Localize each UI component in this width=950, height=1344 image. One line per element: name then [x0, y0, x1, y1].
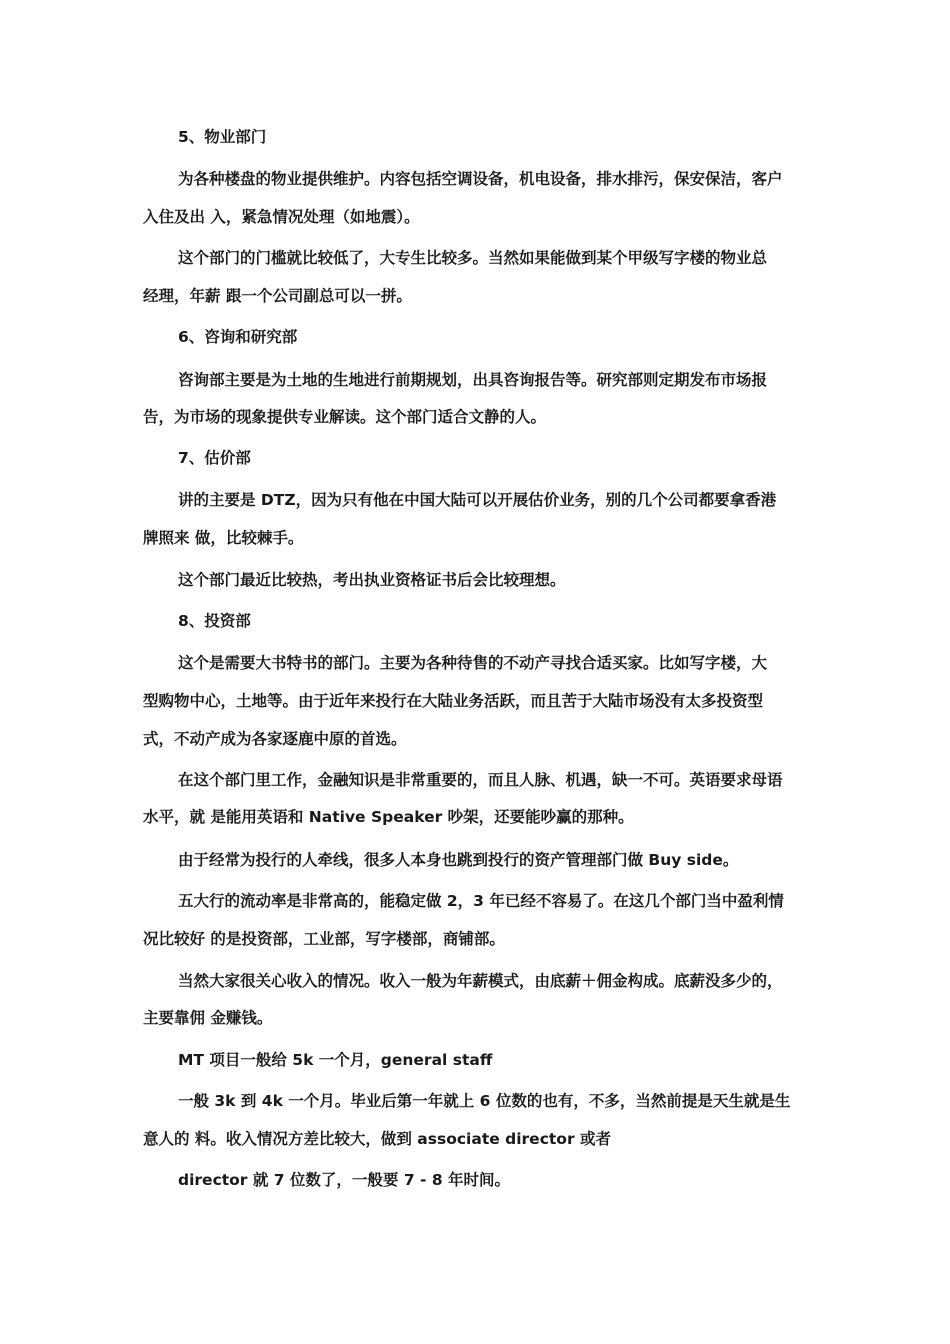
paragraph [143, 1041, 807, 1080]
paragraph-continuation [143, 920, 807, 959]
paragraph-line: 这个部门的门槛就比较低了，大专生比较多。当然如果能做到某个甲级写字楼的物业总 [178, 249, 768, 267]
section-heading-property: 5、物业部门 [178, 128, 267, 146]
paragraph-line: 一般 3k 到 4k 一个月。毕业后第一年就上 6 位数的也有，不多，当然前提是天生就是生 [178, 1092, 791, 1110]
paragraph-line: 入住及出 入，紧急情况处理（如地震）。 [143, 208, 420, 226]
paragraph-line: 这个部门最近比较热，考出执业资格证书后会比较理想。 [178, 571, 566, 589]
paragraph [143, 481, 807, 520]
paragraph-line: 水平，就 是能用英语和 Native Speaker 吵架，还要能吵赢的那种。 [143, 808, 634, 826]
paragraph-line: 五大行的流动率是非常高的，能稳定做 2，3 年已经不容易了。在这几个部门当中盈利情 [178, 892, 784, 910]
paragraph-line: 况比较好 的是投资部，工业部，写字楼部，商铺部。 [143, 930, 505, 948]
paragraph-continuation [143, 198, 807, 237]
paragraph [143, 841, 807, 880]
paragraph-line: 讲的主要是 DTZ，因为只有他在中国大陆可以开展估价业务，别的几个公司都要拿香港 [178, 491, 777, 509]
paragraph-line: 经理，年薪 跟一个公司副总可以一拼。 [143, 287, 412, 305]
paragraph-line: 型购物中心，土地等。由于近年来投行在大陆业务活跃，而且苦于大陆市场没有太多投资型 [143, 692, 764, 710]
paragraph-line: 咨询部主要是为土地的生地进行前期规划，出具咨询报告等。研究部则定期发布市场报 [178, 371, 768, 389]
paragraph-line: 意人的 料。收入情况方差比较大，做到 associate director 或者 [143, 1130, 611, 1148]
paragraph [143, 1161, 807, 1200]
section-heading-consulting: 6、咨询和研究部 [178, 328, 298, 346]
paragraph [143, 644, 807, 683]
paragraph [143, 361, 807, 400]
paragraph-continuation [143, 682, 807, 721]
paragraph-line: 在这个部门里工作，金融知识是非常重要的，而且人脉、机遇，缺一不可。英语要求母语 [178, 771, 783, 789]
paragraph [143, 561, 807, 600]
paragraph-continuation [143, 999, 807, 1038]
paragraph-continuation [143, 1120, 807, 1159]
paragraph [143, 761, 807, 800]
paragraph [143, 1082, 807, 1121]
paragraph [143, 882, 807, 921]
paragraph-line: 为各种楼盘的物业提供维护。内容包括空调设备，机电设备，排水排污，保安保洁，客户 [178, 170, 783, 188]
paragraph-line: MT 项目一般给 5k 一个月，general staff [178, 1051, 493, 1069]
paragraph-line: 式，不动产成为各家逐鹿中原的首选。 [143, 730, 407, 748]
paragraph-line: 告，为市场的现象提供专业解读。这个部门适合文静的人。 [143, 408, 547, 426]
paragraph [143, 239, 807, 278]
paragraph-line: 牌照来 做，比较棘手。 [143, 529, 304, 547]
paragraph-continuation [143, 398, 807, 437]
paragraph-line: director 就 7 位数了，一般要 7 - 8 年时间。 [178, 1171, 511, 1189]
paragraph-line: 主要靠佣 金赚钱。 [143, 1009, 273, 1027]
paragraph-continuation [143, 519, 807, 558]
paragraph-line: 由于经常为投行的人牵线，很多人本身也跳到投行的资产管理部门做 Buy side。 [178, 851, 739, 869]
paragraph-line: 当然大家很关心收入的情况。收入一般为年薪模式，由底薪＋佣金构成。底薪没多少的， [178, 972, 783, 990]
section-heading-investment: 8、投资部 [178, 612, 251, 630]
paragraph-continuation [143, 798, 807, 837]
section-heading-valuation: 7、估价部 [178, 449, 251, 467]
paragraph-continuation [143, 720, 807, 759]
paragraph [143, 160, 807, 199]
paragraph [143, 962, 807, 1001]
paragraph-continuation [143, 277, 807, 316]
paragraph-line: 这个是需要大书特书的部门。主要为各种待售的不动产寻找合适买家。比如写字楼，大 [178, 654, 768, 672]
